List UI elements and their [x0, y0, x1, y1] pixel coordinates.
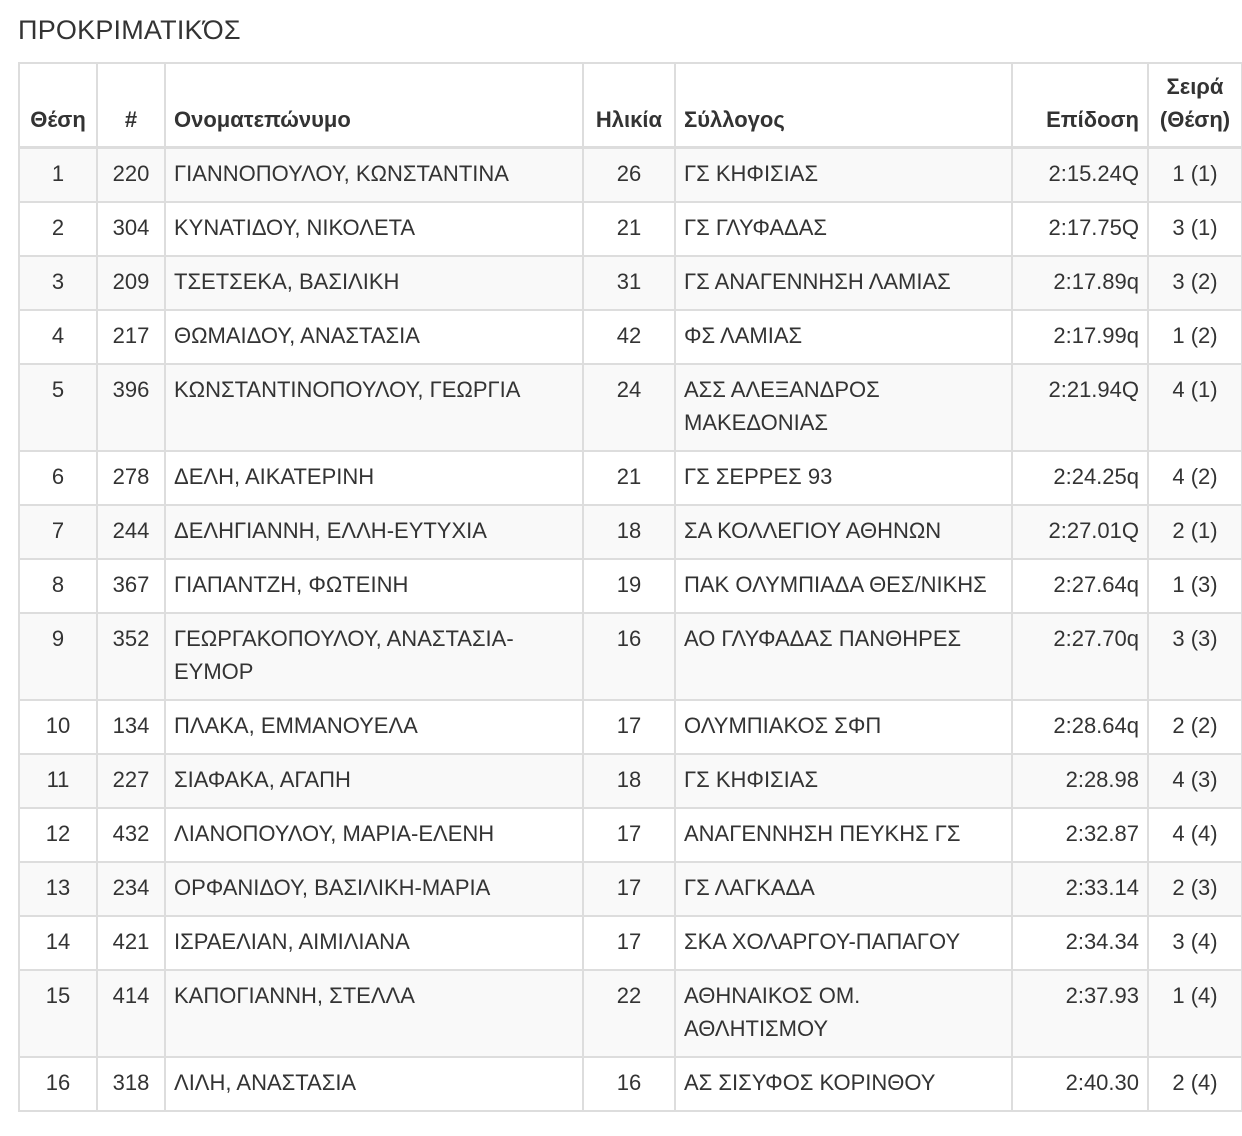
cell-performance: 2:28.64q	[1012, 700, 1148, 754]
cell-bib: 414	[97, 970, 165, 1057]
cell-heat: 1 (4)	[1148, 970, 1242, 1057]
cell-name: ΓΙΑΠΑΝΤΖΗ, ΦΩΤΕΙΝΗ	[165, 559, 583, 613]
cell-performance: 2:37.93	[1012, 970, 1148, 1057]
cell-bib: 432	[97, 808, 165, 862]
cell-heat: 2 (1)	[1148, 505, 1242, 559]
cell-heat: 3 (4)	[1148, 916, 1242, 970]
cell-position: 5	[19, 364, 97, 451]
cell-bib: 227	[97, 754, 165, 808]
cell-performance: 2:15.24Q	[1012, 147, 1148, 202]
cell-heat: 1 (2)	[1148, 310, 1242, 364]
cell-bib: 220	[97, 147, 165, 202]
header-performance: Επίδοση	[1012, 63, 1148, 147]
table-row	[19, 202, 1242, 256]
cell-club: ΠΑΚ ΟΛΥΜΠΙΑΔΑ ΘΕΣ/ΝΙΚΗΣ	[675, 559, 1012, 613]
cell-name: ΔΕΛΗΓΙΑΝΝΗ, ΕΛΛΗ-ΕΥΤΥΧΙΑ	[165, 505, 583, 559]
cell-heat: 4 (2)	[1148, 451, 1242, 505]
header-name: Ονοματεπώνυμο	[165, 63, 583, 147]
cell-heat: 2 (4)	[1148, 1057, 1242, 1111]
header-club: Σύλλογος	[675, 63, 1012, 147]
cell-heat: 3 (3)	[1148, 613, 1242, 700]
cell-performance: 2:17.75Q	[1012, 202, 1148, 256]
table-row	[19, 1057, 1242, 1111]
cell-name: ΚΩΝΣΤΑΝΤΙΝΟΠΟΥΛΟΥ, ΓΕΩΡΓΙΑ	[165, 364, 583, 451]
cell-bib: 234	[97, 862, 165, 916]
cell-club: ΑΘΗΝΑΙΚΟΣ ΟΜ. ΑΘΛΗΤΙΣΜΟΥ	[675, 970, 1012, 1057]
table-header	[19, 63, 1242, 147]
cell-club: ΑΣΣ ΑΛΕΞΑΝΔΡΟΣ ΜΑΚΕΔΟΝΙΑΣ	[675, 364, 1012, 451]
cell-heat: 4 (4)	[1148, 808, 1242, 862]
table-row	[19, 451, 1242, 505]
table-row	[19, 364, 1242, 451]
cell-club: ΓΣ ΑΝΑΓΕΝΝΗΣΗ ΛΑΜΙΑΣ	[675, 256, 1012, 310]
cell-name: ΣΙΑΦΑΚΑ, ΑΓΑΠΗ	[165, 754, 583, 808]
cell-position: 6	[19, 451, 97, 505]
cell-bib: 134	[97, 700, 165, 754]
cell-name: ΤΣΕΤΣΕΚΑ, ΒΑΣΙΛΙΚΗ	[165, 256, 583, 310]
cell-bib: 318	[97, 1057, 165, 1111]
table-row	[19, 808, 1242, 862]
cell-name: ΔΕΛΗ, ΑΙΚΑΤΕΡΙΝΗ	[165, 451, 583, 505]
cell-position: 15	[19, 970, 97, 1057]
cell-performance: 2:28.98	[1012, 754, 1148, 808]
cell-club: ΓΣ ΓΛΥΦΑΔΑΣ	[675, 202, 1012, 256]
table-row	[19, 505, 1242, 559]
cell-club: ΓΣ ΛΑΓΚΑΔΑ	[675, 862, 1012, 916]
cell-name: ΠΛΑΚΑ, ΕΜΜΑΝΟΥΕΛΑ	[165, 700, 583, 754]
cell-position: 10	[19, 700, 97, 754]
cell-position: 12	[19, 808, 97, 862]
cell-age: 17	[583, 862, 675, 916]
cell-age: 42	[583, 310, 675, 364]
table-row	[19, 613, 1242, 700]
cell-age: 22	[583, 970, 675, 1057]
cell-performance: 2:24.25q	[1012, 451, 1148, 505]
cell-age: 18	[583, 754, 675, 808]
cell-performance: 2:17.89q	[1012, 256, 1148, 310]
cell-age: 21	[583, 202, 675, 256]
cell-bib: 396	[97, 364, 165, 451]
cell-position: 1	[19, 147, 97, 202]
cell-position: 11	[19, 754, 97, 808]
cell-name: ΛΙΑΝΟΠΟΥΛΟΥ, ΜΑΡΙΑ-ΕΛΕΝΗ	[165, 808, 583, 862]
table-row	[19, 310, 1242, 364]
cell-position: 9	[19, 613, 97, 700]
table-row	[19, 559, 1242, 613]
cell-club: ΑΟ ΓΛΥΦΑΔΑΣ ΠΑΝΘΗΡΕΣ	[675, 613, 1012, 700]
table-row	[19, 256, 1242, 310]
cell-heat: 3 (1)	[1148, 202, 1242, 256]
header-row	[19, 63, 1242, 147]
cell-position: 7	[19, 505, 97, 559]
cell-club: ΟΛΥΜΠΙΑΚΟΣ ΣΦΠ	[675, 700, 1012, 754]
cell-heat: 2 (2)	[1148, 700, 1242, 754]
cell-age: 16	[583, 613, 675, 700]
cell-age: 16	[583, 1057, 675, 1111]
cell-age: 17	[583, 808, 675, 862]
cell-name: ΛΙΛΗ, ΑΝΑΣΤΑΣΙΑ	[165, 1057, 583, 1111]
cell-bib: 367	[97, 559, 165, 613]
cell-age: 26	[583, 147, 675, 202]
cell-bib: 278	[97, 451, 165, 505]
cell-bib: 244	[97, 505, 165, 559]
cell-position: 14	[19, 916, 97, 970]
cell-name: ΓΕΩΡΓΑΚΟΠΟΥΛΟΥ, ΑΝΑΣΤΑΣΙΑ-ΕΥΜΟΡ	[165, 613, 583, 700]
cell-age: 17	[583, 700, 675, 754]
cell-club: ΦΣ ΛΑΜΙΑΣ	[675, 310, 1012, 364]
cell-bib: 209	[97, 256, 165, 310]
cell-performance: 2:40.30	[1012, 1057, 1148, 1111]
header-heat: Σειρά (Θέση)	[1148, 63, 1242, 147]
table-row	[19, 147, 1242, 202]
cell-position: 8	[19, 559, 97, 613]
cell-bib: 352	[97, 613, 165, 700]
cell-age: 19	[583, 559, 675, 613]
cell-performance: 2:34.34	[1012, 916, 1148, 970]
cell-club: ΑΝΑΓΕΝΝΗΣΗ ΠΕΥΚΗΣ ΓΣ	[675, 808, 1012, 862]
cell-name: ΘΩΜΑΙΔΟΥ, ΑΝΑΣΤΑΣΙΑ	[165, 310, 583, 364]
cell-heat: 4 (1)	[1148, 364, 1242, 451]
cell-name: ΙΣΡΑΕΛΙΑΝ, ΑΙΜΙΛΙΑΝΑ	[165, 916, 583, 970]
cell-performance: 2:33.14	[1012, 862, 1148, 916]
cell-performance: 2:27.64q	[1012, 559, 1148, 613]
header-age: Ηλικία	[583, 63, 675, 147]
cell-heat: 4 (3)	[1148, 754, 1242, 808]
cell-position: 2	[19, 202, 97, 256]
table-row	[19, 754, 1242, 808]
cell-bib: 217	[97, 310, 165, 364]
table-row	[19, 862, 1242, 916]
cell-name: ΚΥΝΑΤΙΔΟΥ, ΝΙΚΟΛΕΤΑ	[165, 202, 583, 256]
table-row	[19, 970, 1242, 1057]
cell-age: 31	[583, 256, 675, 310]
table-body	[19, 147, 1242, 1111]
header-position: Θέση	[19, 63, 97, 147]
cell-performance: 2:27.70q	[1012, 613, 1148, 700]
cell-club: ΣΑ ΚΟΛΛΕΓΙΟΥ ΑΘΗΝΩΝ	[675, 505, 1012, 559]
cell-position: 13	[19, 862, 97, 916]
cell-club: ΓΣ ΣΕΡΡΕΣ 93	[675, 451, 1012, 505]
cell-heat: 1 (1)	[1148, 147, 1242, 202]
cell-position: 3	[19, 256, 97, 310]
cell-club: ΓΣ ΚΗΦΙΣΙΑΣ	[675, 147, 1012, 202]
cell-position: 4	[19, 310, 97, 364]
cell-name: ΚΑΠΟΓΙΑΝΝΗ, ΣΤΕΛΛΑ	[165, 970, 583, 1057]
cell-name: ΓΙΑΝΝΟΠΟΥΛΟΥ, ΚΩΝΣΤΑΝΤΙΝΑ	[165, 147, 583, 202]
cell-age: 17	[583, 916, 675, 970]
cell-age: 24	[583, 364, 675, 451]
header-bib: #	[97, 63, 165, 147]
cell-bib: 304	[97, 202, 165, 256]
cell-heat: 1 (3)	[1148, 559, 1242, 613]
cell-club: ΓΣ ΚΗΦΙΣΙΑΣ	[675, 754, 1012, 808]
cell-name: ΟΡΦΑΝΙΔΟΥ, ΒΑΣΙΛΙΚΗ-ΜΑΡΙΑ	[165, 862, 583, 916]
cell-position: 16	[19, 1057, 97, 1111]
cell-club: ΑΣ ΣΙΣΥΦΟΣ ΚΟΡΙΝΘΟΥ	[675, 1057, 1012, 1111]
table-row	[19, 916, 1242, 970]
cell-heat: 2 (3)	[1148, 862, 1242, 916]
cell-heat: 3 (2)	[1148, 256, 1242, 310]
cell-performance: 2:21.94Q	[1012, 364, 1148, 451]
cell-age: 18	[583, 505, 675, 559]
cell-performance: 2:32.87	[1012, 808, 1148, 862]
cell-age: 21	[583, 451, 675, 505]
table-row	[19, 700, 1242, 754]
page-title: ΠΡΟΚΡΙΜΑΤΙΚΌΣ	[18, 15, 241, 45]
cell-bib: 421	[97, 916, 165, 970]
results-table	[18, 62, 1242, 1112]
cell-performance: 2:27.01Q	[1012, 505, 1148, 559]
cell-performance: 2:17.99q	[1012, 310, 1148, 364]
cell-club: ΣΚΑ ΧΟΛΑΡΓΟΥ-ΠΑΠΑΓΟΥ	[675, 916, 1012, 970]
